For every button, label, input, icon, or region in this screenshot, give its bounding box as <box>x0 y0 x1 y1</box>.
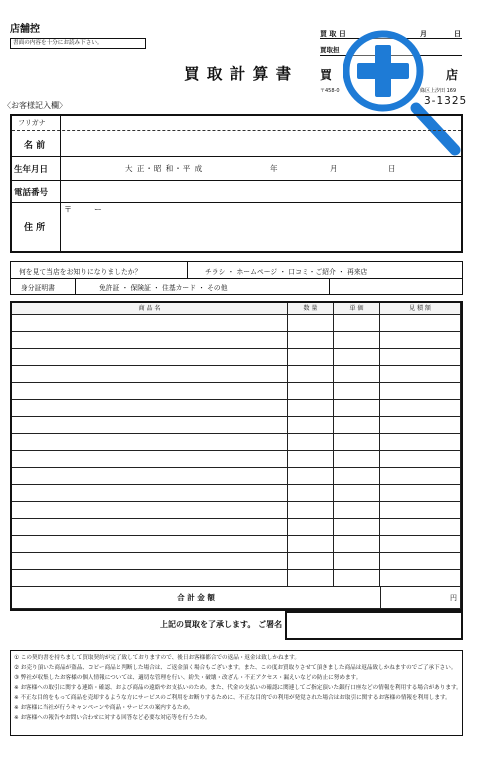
id-label: 身分証明書 <box>21 284 55 292</box>
quantity-cell[interactable] <box>288 502 334 519</box>
estimate-cell[interactable] <box>380 519 461 536</box>
header-quantity: 数 量 <box>288 303 334 315</box>
note-line: ※ お客様への取引に関する連絡・確認、および商品の遠絡やお支払いのため。また、代金の支払いの確認に関連してご指定頂いた銀行口座などの情報を利用する場合があります。 <box>14 685 462 691</box>
note-line: ※ お客様への報告やお問い合わせに対する回答など必要な対応等を行うため。 <box>14 715 211 721</box>
quantity-cell[interactable] <box>288 417 334 434</box>
quantity-cell[interactable] <box>288 434 334 451</box>
product-name-cell[interactable] <box>12 570 288 587</box>
phone-field[interactable] <box>62 181 459 201</box>
birth-year-label: 年 <box>270 164 278 173</box>
estimate-cell[interactable] <box>380 434 461 451</box>
purchase-date-month: 月 <box>420 30 427 38</box>
era-options[interactable]: 大 正・昭 和・平 成 <box>125 164 204 173</box>
items-table <box>10 301 463 611</box>
unit-price-cell[interactable] <box>334 349 380 366</box>
name-label: 名 前 <box>24 141 46 151</box>
product-name-cell[interactable] <box>12 315 288 332</box>
company-name-end: 店 <box>446 68 459 82</box>
estimate-cell[interactable] <box>380 502 461 519</box>
header-estimate: 見 積 額 <box>380 303 461 315</box>
read-notice-box <box>10 38 146 49</box>
purchase-date-label: 買 取 日 <box>320 30 346 38</box>
purchaser-label: 買取担 <box>320 46 340 54</box>
postal-dash: ー <box>94 205 102 214</box>
estimate-cell[interactable] <box>380 451 461 468</box>
survey-options[interactable]: チラシ ・ ホームページ ・ 口コミ・ご紹介 ・ 再来店 <box>205 268 368 276</box>
survey-row <box>11 262 462 279</box>
unit-price-cell[interactable] <box>334 570 380 587</box>
estimate-cell[interactable] <box>380 536 461 553</box>
unit-price-cell[interactable] <box>334 553 380 570</box>
estimate-cell[interactable] <box>380 553 461 570</box>
name-field[interactable] <box>62 131 459 155</box>
note-line: ① この契約書を持ちまして買取契約が完了致しておりますので、後日お客様都合での返品・返金は致しかねます。 <box>14 655 300 661</box>
estimate-cell[interactable] <box>380 570 461 587</box>
quantity-cell[interactable] <box>288 366 334 383</box>
birthdate-row <box>12 156 461 181</box>
product-name-cell[interactable] <box>12 485 288 502</box>
note-line: ③ 弊社が収集したお客様の個人情報については、適切な管理を行い、紛失・破壊・改ざん・不正アクセス・漏えいなどの防止に努めます。 <box>14 675 362 681</box>
company-address-right: 綠区上汐田 169 <box>420 88 457 94</box>
total-amount-cell[interactable]: 円 <box>380 587 461 609</box>
total-label-cell: 合 計 金 額 <box>12 587 380 609</box>
quantity-cell[interactable] <box>288 485 334 502</box>
quantity-cell[interactable] <box>288 519 334 536</box>
id-options-divider <box>329 278 330 294</box>
store-copy-label: 店舗控 <box>10 24 40 35</box>
id-options[interactable]: 免許証 ・ 保険証 ・ 住基カード ・ その他 <box>99 284 228 292</box>
quantity-cell[interactable] <box>288 553 334 570</box>
unit-price-cell[interactable] <box>334 417 380 434</box>
customer-section-label: 〈お客様記入欄〉 <box>3 101 67 110</box>
product-name-cell[interactable] <box>12 519 288 536</box>
postal-mark: 〒 <box>64 205 72 214</box>
product-name-cell[interactable] <box>12 451 288 468</box>
unit-price-cell[interactable] <box>334 536 380 553</box>
address-label: 住 所 <box>24 223 46 233</box>
id-label-divider <box>75 278 76 294</box>
product-name-cell[interactable] <box>12 553 288 570</box>
furigana-field[interactable] <box>62 117 459 129</box>
unit-price-cell[interactable] <box>334 485 380 502</box>
purchase-date-day: 日 <box>454 30 461 38</box>
product-name-cell[interactable] <box>12 417 288 434</box>
unit-price-cell[interactable] <box>334 383 380 400</box>
estimate-cell[interactable] <box>380 485 461 502</box>
quantity-cell[interactable] <box>288 315 334 332</box>
phone-label: 電話番号 <box>14 188 49 198</box>
id-row <box>11 278 462 294</box>
unit-price-cell[interactable] <box>334 519 380 536</box>
address-field[interactable] <box>62 216 459 250</box>
read-notice-text: 書面の内容を十分にお読み下さい。 <box>13 40 103 46</box>
note-line: ※ 不正な目的をもって商品を売却するような方にサービスのご利用をお断りするために、不正な目的での利用が発覚された場合はお取引に関するお客様の情報を利用します。 <box>14 695 451 701</box>
survey-box <box>10 261 463 295</box>
estimate-cell[interactable] <box>380 400 461 417</box>
product-name-cell[interactable] <box>12 400 288 417</box>
survey-question: 何を見て当店をお知りになりましたか？ <box>19 268 142 276</box>
unit-price-cell[interactable] <box>334 502 380 519</box>
birthdate-label: 生年月日 <box>14 165 49 175</box>
document-title: 買 取 計 算 書 <box>184 65 293 83</box>
quantity-cell[interactable] <box>288 383 334 400</box>
product-name-cell[interactable] <box>12 502 288 519</box>
header-unit-price: 単 価 <box>334 303 380 315</box>
survey-question-divider <box>187 262 188 278</box>
birth-month-label: 月 <box>330 164 338 173</box>
product-name-cell[interactable] <box>12 332 288 349</box>
agreement-text: 上記の買取を了承します。 ご署名 <box>160 620 283 629</box>
furigana-label: フリガナ <box>18 119 46 127</box>
company-address-left: 〒458-0 <box>320 88 340 94</box>
notes-box <box>10 650 463 736</box>
signature-box[interactable] <box>285 611 463 640</box>
unit-price-cell[interactable] <box>334 315 380 332</box>
estimate-cell[interactable] <box>380 417 461 434</box>
estimate-cell[interactable] <box>380 383 461 400</box>
note-line: ② お売り頂いた商品が盗品、コピー商品と判断した場合は、ご返金頂く場合もございます。また、この度お買取りさせて頂きました商品は返品致しかねますのでご了承下さい。 <box>14 665 457 671</box>
quantity-cell[interactable] <box>288 451 334 468</box>
estimate-cell[interactable] <box>380 332 461 349</box>
header-product-name: 商 品 名 <box>12 303 288 315</box>
unit-price-cell[interactable] <box>334 468 380 485</box>
quantity-cell[interactable] <box>288 468 334 485</box>
unit-price-cell[interactable] <box>334 451 380 468</box>
estimate-cell[interactable] <box>380 468 461 485</box>
quantity-cell[interactable] <box>288 400 334 417</box>
quantity-cell[interactable] <box>288 570 334 587</box>
items-grid <box>12 303 461 609</box>
unit-price-cell[interactable] <box>334 332 380 349</box>
birth-day-label: 日 <box>388 164 396 173</box>
company-phone: 3-1325 <box>424 95 468 107</box>
estimate-cell[interactable] <box>380 315 461 332</box>
product-name-cell[interactable] <box>12 383 288 400</box>
note-line: ※ お客様に当社が行うキャンペーンや商品・サービスの案内するため。 <box>14 705 194 711</box>
estimate-cell[interactable] <box>380 366 461 383</box>
quantity-cell[interactable] <box>288 332 334 349</box>
customer-info-box <box>10 114 463 253</box>
product-name-cell[interactable] <box>12 434 288 451</box>
unit-price-cell[interactable] <box>334 400 380 417</box>
quantity-cell[interactable] <box>288 536 334 553</box>
product-name-cell[interactable] <box>12 536 288 553</box>
estimate-cell[interactable] <box>380 349 461 366</box>
company-name-start: 買 <box>320 68 333 82</box>
product-name-cell[interactable] <box>12 366 288 383</box>
product-name-cell[interactable] <box>12 349 288 366</box>
unit-price-cell[interactable] <box>334 366 380 383</box>
product-name-cell[interactable] <box>12 468 288 485</box>
quantity-cell[interactable] <box>288 349 334 366</box>
unit-price-cell[interactable] <box>334 434 380 451</box>
